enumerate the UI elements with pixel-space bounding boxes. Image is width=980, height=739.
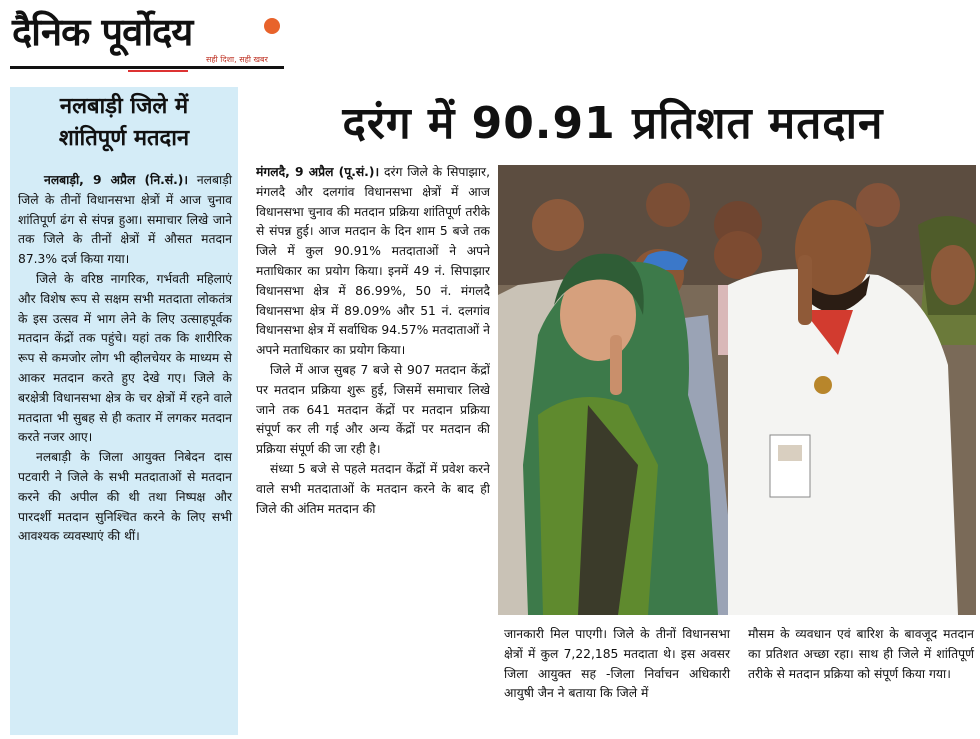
article-paragraph-5: मौसम के व्यवधान एवं बारिश के बावजूद मतदान का प्रतिशत अच्छा रहा। साथ ही जिले में शांतिपूर्ण तरीके से मतदान प्रक्रिया को संपूर्ण किया गया। [748,627,974,681]
sidebar-paragraph-1-text: नलबाड़ी जिले के तीनों विधानसभा क्षेत्रों में आज चुनाव शांतिपूर्ण ढंग से संपन्न हुआ। समाचार लिखे जाने तक जिले के तीनों क्षेत्रों में औसत मतदान 87.3% दर्ज किया गया। [18,173,232,267]
masthead-rule [10,66,284,69]
article-column-3 [748,625,974,684]
article-paragraph-4: जानकारी मिल पाएगी। जिले के तीनों विधानसभा क्षेत्रों में कुल 7,22,185 मतदाता थे। इस अवसर जिला आयुक्त सह -जिला निर्वाचन अधिकारी आयुषी जैन ने बताया कि जिले में [504,627,730,701]
logo-sun-dot [264,18,280,34]
sidebar-paragraph-1 [18,171,232,270]
voters-photo-illustration [498,165,976,615]
article-column-1 [256,163,490,737]
newspaper-logo: दैनिक पूर्वोदय [12,10,193,54]
sidebar-paragraph-2: जिले के वरिष्ठ नागरिक, गर्भवती महिलाएं और विशेष रूप से सक्षम सभी मतदाता लोकतंत्र के इस उत्सव में भाग लेने के लिए उत्साहपूर्वक मतदान केंद्रों तक पहुंचे। यहां तक कि शारीरिक रूप से कमजोर लोग भी व्हीलचेयर के माध्यम से आकर मतदान करते हुए देखे गए। जिले के बरक्षेत्री विधानसभा क्षेत्र के चर क्षेत्रों में रहने वाले मतदाता भी सुबह से ही कतार में लगकर मतदान करते नजर आए। [18,271,232,445]
article-paragraph-2: जिले में आज सुबह 7 बजे से 907 मतदान केंद्रों पर मतदान प्रक्रिया शुरू हुई, जिसमें समाचार लिखे जाने तक 641 मतदान केंद्रों पर मतदान प्रक्रिया संपूर्ण कर ली गई और अन्य केंद्रों पर मतदान की प्रक्रिया संपूर्ण की जा रही है। [256,362,490,457]
newspaper-tagline: सही दिशा, सही खबर [206,55,268,64]
sidebar-paragraph-3: नलबाड़ी के जिला आयुक्त निबेदन दास पटवारी ने जिले के सभी मतदाताओं से मतदान करने की अपील की थी तथा निष्पक्ष और पारदर्शी मतदान सुनिश्चित करने के लिए सभी आवश्यक व्यवस्थाएं की थीं। [18,450,232,544]
article-paragraph-3: संध्या 5 बजे से पहले मतदान केंद्रों में प्रवेश करने वाले सभी मतदाताओं के मतदान करने के बाद ही जिले की अंतिम मतदान की [256,461,490,516]
article-dateline: मंगलदै, 9 अप्रैल (पू.सं.)। [256,165,380,179]
sidebar-article [10,87,238,735]
article-paragraph-1-text: दरंग जिले के सिपाझार, मंगलदै और दलगांव विधानसभा क्षेत्रों में आज विधानसभा चुनाव की मतदान प्रक्रिया शांतिपूर्ण तरीके से संपन्न हुई। आज मतदान के दिन शाम 5 बजे तक जिले में कुल 90.91% मतदाताओं ने अपने मताधिकार का प्रयोग किया। इनमें 49 नं. सिपाझार विधानसभा क्षेत्र में 86.99%, 50 नं. मंगलदै विधानसभा क्षेत्र में 89.09% और 51 नं. दलगांव विधानसभा क्षेत्र में सर्वाधिक 94.57% मतदाताओं ने अपने मताधिकार का प्रयोग किया। [256,165,490,358]
sidebar-headline [10,87,238,155]
news-photo [498,165,976,615]
article-column-2 [504,625,730,704]
masthead-accent-rule [128,70,188,72]
sidebar-dateline: नलबाड़ी, 9 अप्रैल (नि.सं.)। [44,173,189,187]
sidebar-body [18,171,232,547]
sidebar-headline-line2: शांतिपूर्ण मतदान [58,126,190,151]
main-headline: दरंग में 90.91 प्रतिशत मतदान [342,98,884,149]
masthead [10,8,282,72]
sidebar-headline-line1: नलबाड़ी जिले में [59,94,189,119]
article-paragraph-1 [256,163,490,361]
